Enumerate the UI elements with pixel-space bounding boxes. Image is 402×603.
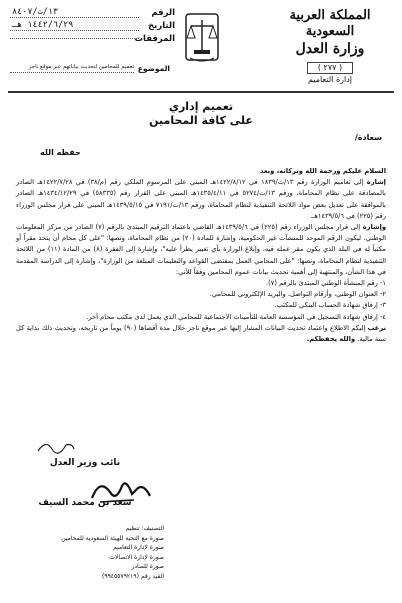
letterhead xyxy=(0,0,402,92)
paragraph-3-lead: نرغب xyxy=(367,323,386,332)
ministry-emblem-icon xyxy=(182,10,222,66)
list-item: ١- رقم المنشأة الوطني المبتدئ بالرقم (٧). xyxy=(266,279,386,288)
subject-row xyxy=(10,64,170,73)
subject-label: الموضوع xyxy=(137,64,170,73)
requirements-list xyxy=(16,278,386,323)
kingdom-name: المملكة العربية السعودية xyxy=(289,8,371,39)
document-title xyxy=(0,100,402,128)
paragraph-3 xyxy=(16,323,386,345)
reference-number-row xyxy=(10,6,175,19)
paragraph-1-lead: إشارة xyxy=(366,178,386,187)
title-line-2: على كافة المحامين xyxy=(149,114,253,127)
copy-line: صورة لإدارة التعاميم xyxy=(113,544,164,551)
copy-line: القيد رقم (٩٩٤٥٥٧٩٢١٩) xyxy=(102,572,164,580)
copy-line: صورة للصادر xyxy=(131,563,164,570)
copy-line: صورة لإدارة الاتصالات xyxy=(109,553,164,561)
department-name: إدارة التعاميم xyxy=(308,75,352,84)
paragraph-2-text: إلى قرار مجلس الوزراء رقم (٢٢٥) في ١٤٣٩/٥/٦هـ القاضي باعتماد الترقيم المبتدئ بالرقم (٧) الصادر من مركز المعلومات الوطني، ليكون الرقم الموحد للمنشآت غير الحكومية، وإشارة للمادة (٢٠) من نظام المحاماة، ونصها: "على كل محام أن يتخذ مقراً أو مكتباً له في البلد الذي يكون مقر عمله فيه، وإبلاغ الوزارة بأي تغيير يطرأ عليه"، وإشارة إلى الفقرة (٨) من المادة (١١) من اللائحة التنفيذية لنظام المحاماة، ونصها: "على المحامي العمل بمقتضى القواعد والتعليمات المبلغة من الوزارة"، وإشارة إلى الدراسة المقدمة في هذا الشأن، والمنتهية إلى أهمية تحديث بيانات عموم المحامين وفقاً للآتي: xyxy=(16,223,387,276)
ministry-block xyxy=(270,8,390,85)
paragraph-1 xyxy=(16,177,386,222)
number-value: ١٣/ت/٨٤٠٧ xyxy=(10,7,139,18)
signatory-title: نائب وزير العدل xyxy=(49,458,121,468)
title-line-1: تعميم إداري xyxy=(168,100,234,113)
closing: والله يحفظكم. xyxy=(306,335,356,344)
list-item: ٢- العنوان الوطني، وأرقام التواصل، والبريد الإلكتروني للمحامي. xyxy=(209,290,386,299)
ministry-name: وزارة العدل xyxy=(295,41,365,57)
subject-value: تعميم للمحامين لتحديث بياناتهم عبر موقع ناجز xyxy=(10,64,134,73)
date-label: التاريخ xyxy=(148,20,175,31)
copy-line: التصنيف: تنظيم xyxy=(125,525,164,532)
paragraph-2-lead: وإشارة xyxy=(362,223,386,232)
attachments-row xyxy=(10,32,175,45)
attachments-label: المرفقات xyxy=(134,33,175,44)
date-value: ١٤٤٢/٦/٢٩ هـ xyxy=(10,20,139,31)
handwritten-signature xyxy=(86,474,156,508)
attachments-value xyxy=(10,38,139,39)
signatory-name: سعد بن محمد السيف xyxy=(38,498,132,508)
ministry-code: ( ٢٧٧ ) xyxy=(307,62,353,74)
copy-line: صورة مع التحية للهيئة السعودية للمحامين xyxy=(61,534,164,542)
paragraph-2 xyxy=(16,222,386,278)
reference-block xyxy=(10,6,175,45)
honorific: حفظه الله xyxy=(40,148,81,157)
reference-date-row xyxy=(10,19,175,32)
number-label: الرقم xyxy=(151,7,175,18)
paragraph-1-text: إلى تعاميم الوزارة رقم ١٣/ت/١٨٣٩ في ١٤٢٢/٨/١٢هـ المبني على المرسوم الملكي رقم (م/٣٨) في ١٤٢٢/٧/٢٨هـ الصادر بالمصادقة على نظام المحاماة، ورقم ١٣/ت/٥٢٧٤ في ١٤٣٥/٤/١١هـ المبني على القرار رقم (٥٨٣٣٥) في ١٤٣٤/١٢/٢٩هـ الصادر بالموافقة على تعديل بعض مواد اللائحة التنفيذية لنظام المحاماة، ورقم ١٣/ت/٧١٩١ في ١٤٣٩/٥/١٥هـ المبني على قرار مجلس الوزراء رقم (٢٢٥) في ١٤٣٩/٥/٦هـ. xyxy=(16,178,386,220)
header-divider xyxy=(8,91,394,93)
salutation: السلام عليكم ورحمة الله وبركاته، وبعد xyxy=(260,167,386,175)
list-item: ٤- إرفاق شهادة التسجيل في المؤسسة العامة للتأمينات الاجتماعية للمحامي الذي يعمل لدى مكتب محام آخر. xyxy=(86,312,386,321)
paragraph-3-text: إليكم الاطلاع واعتماد تحديث البيانات المشار إليها عبر موقع ناجز خلال مدة أقصاها (٩٠) يوماً من تاريخه، وتحديث ذلك بداية كل سنة مالية. xyxy=(16,323,386,344)
distribution-list xyxy=(14,524,164,581)
addressee: سعادة/ xyxy=(354,133,382,142)
initials-mark xyxy=(36,437,76,455)
document-body xyxy=(16,166,386,345)
list-item: ٣- إرفاق شهادة الحساب البنكي للمكتب. xyxy=(274,301,386,310)
